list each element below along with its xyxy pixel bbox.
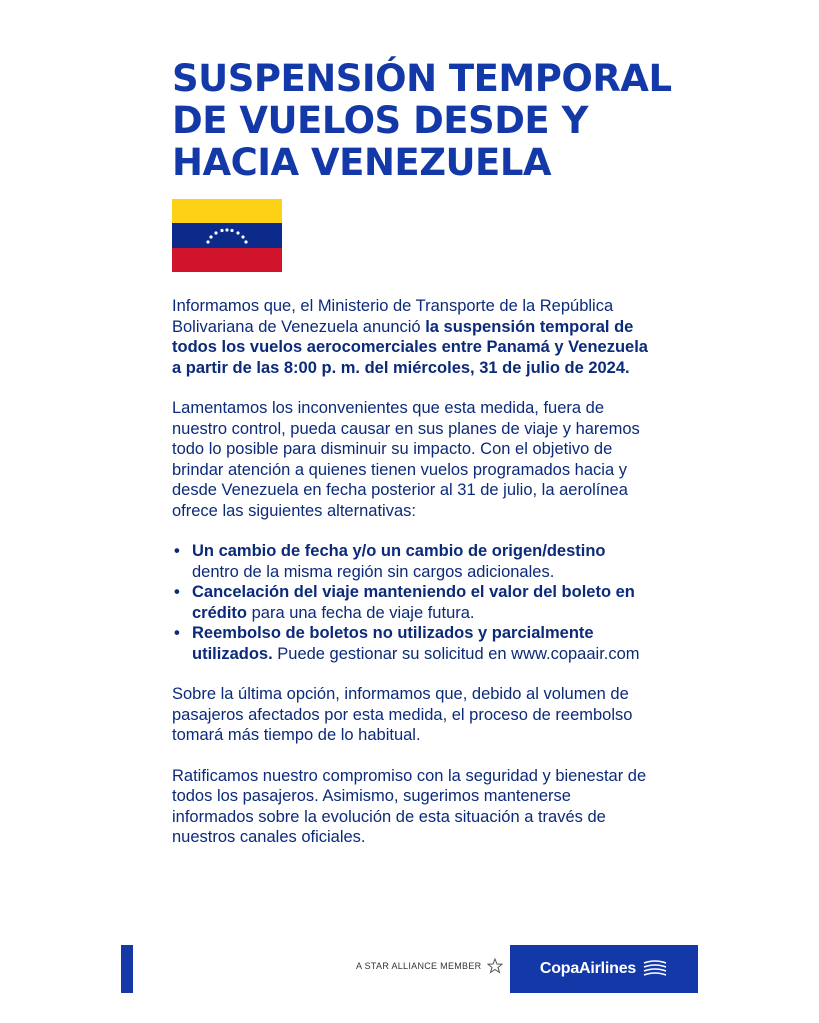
options-list: [172, 541, 652, 664]
title-line: SUSPENSIÓN TEMPORAL: [172, 57, 672, 100]
option-text: Puede gestionar su solicitud en www.copaair.com: [272, 644, 640, 663]
star-alliance-icon: [487, 958, 503, 974]
option-text: para una fecha de viaje futura.: [247, 603, 475, 622]
venezuela-flag: [172, 199, 282, 272]
notice-body: [172, 296, 652, 868]
option-bold: Un cambio de fecha y/o un cambio de origen/destino: [192, 542, 606, 560]
footer-accent-bar: [121, 945, 133, 993]
star-alliance-label: A STAR ALLIANCE MEMBER: [356, 961, 482, 971]
paragraph-apology: Lamentamos los inconvenientes que esta medida, fuera de nuestro control, pueda causar en sus planes de viaje y haremos todo lo posible para disminuir su impacto. Con el objetivo de brindar atención a quienes tienen vuelos programados hacia y desde Venezuela en fecha posterior al 31 de julio, la aerolínea ofrece las siguientes alternativas:: [172, 399, 640, 520]
intro-paragraph: [172, 296, 652, 378]
star-alliance-badge: [356, 958, 503, 974]
intro-text: Informamos que, el Ministerio de Transporte de la República Bolivariana de Venezuela anunció: [172, 297, 614, 336]
brand-name: CopaAirlines: [539, 960, 637, 977]
option-bold: Reembolso de boletos no utilizados y parcialmente utilizados.: [192, 624, 594, 663]
option-bold: Cancelación del viaje manteniendo el valor del boleto en crédito: [192, 583, 635, 622]
option-text: dentro de la misma región sin cargos adicionales.: [192, 562, 555, 581]
list-item: [172, 582, 652, 623]
list-item: [172, 541, 652, 582]
paragraph-commitment: Ratificamos nuestro compromiso con la seguridad y bienestar de todos los pasajeros. Asimismo, sugerimos mantenerse informados sobre la evolución de esta situación a través de nuestros canales oficiales.: [172, 766, 647, 846]
title-line: HACIA VENEZUELA: [172, 141, 552, 184]
intro-bold: la suspensión temporal de todos los vuelos aerocomerciales entre Panamá y Venezuela a partir de las 8:00 p. m. del miércoles, 31 de julio de 2024.: [172, 317, 648, 377]
paragraph-refund: Sobre la última opción, informamos que, debido al volumen de pasajeros afectados por esta medida, el proceso de reembolso tomará más tiempo de lo habitual.: [172, 685, 633, 744]
title-line: DE VUELOS DESDE Y: [172, 99, 588, 142]
copa-airlines-logo: [510, 945, 698, 993]
page-title: [172, 58, 692, 184]
list-item: [172, 623, 652, 664]
flag-stars-icon: [172, 199, 282, 272]
copa-logo-icon: [642, 958, 668, 980]
